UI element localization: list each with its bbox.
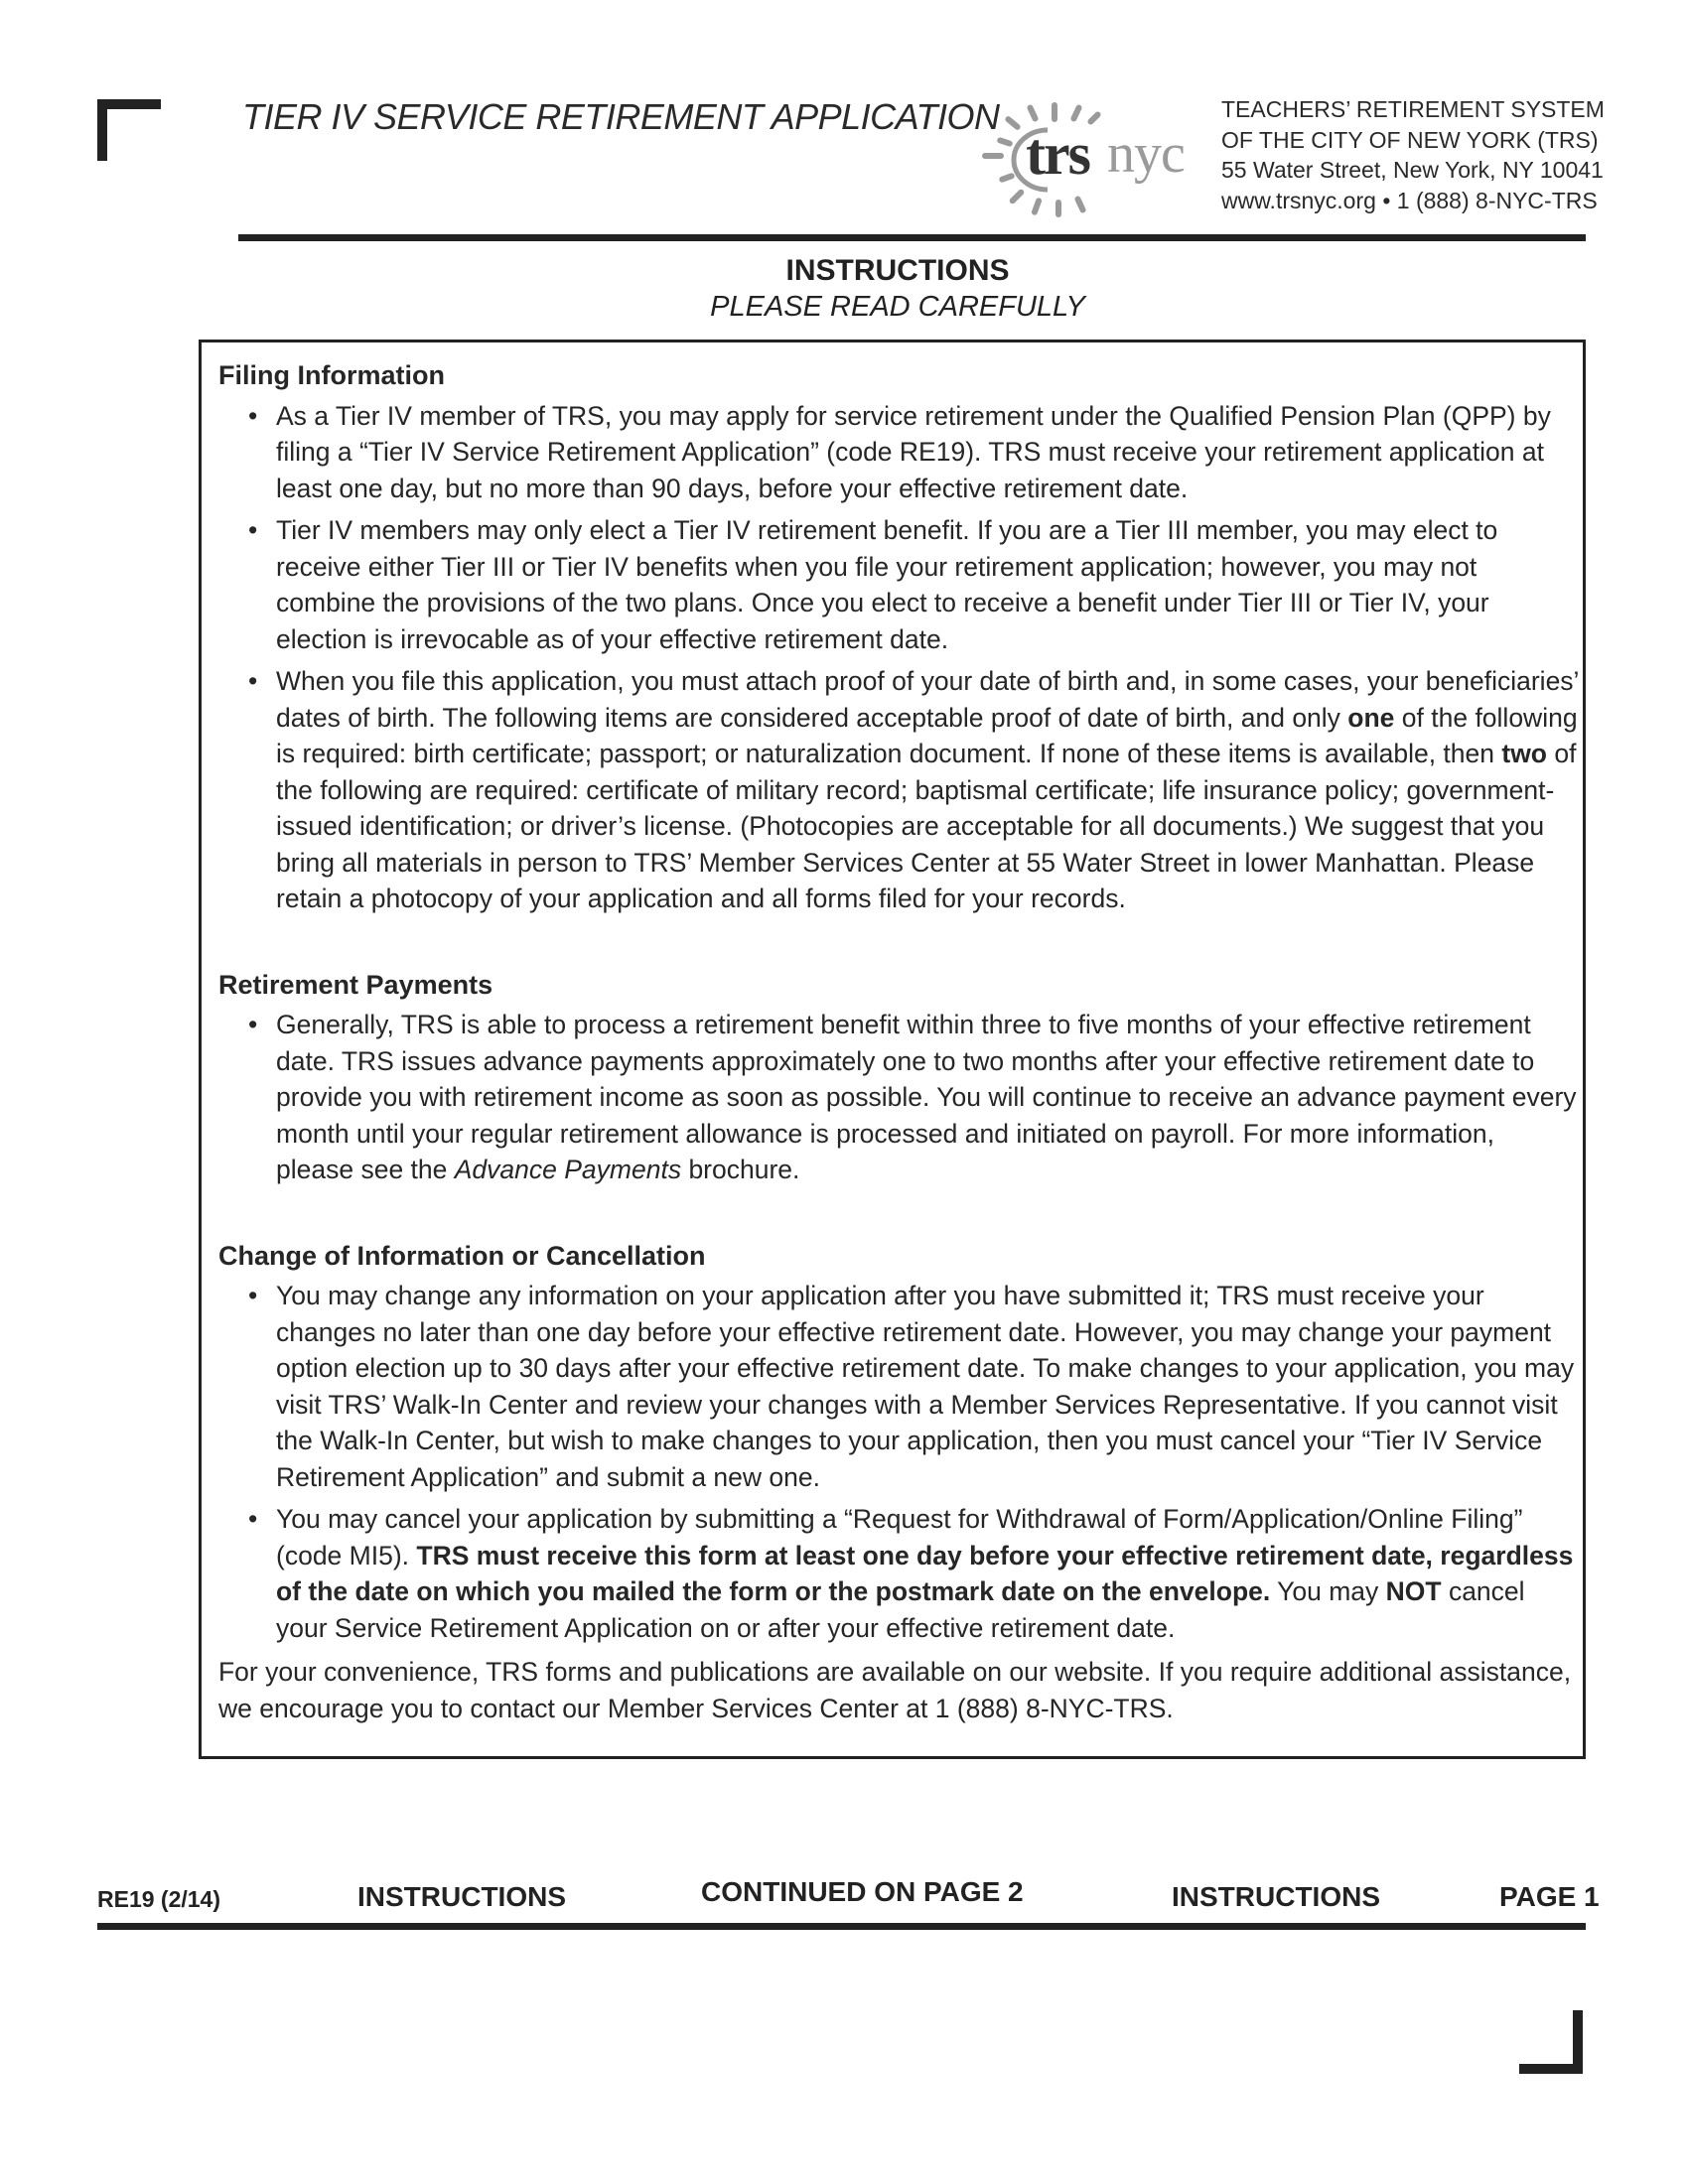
form-title: TIER IV SERVICE RETIREMENT APPLICATION [242,96,1000,137]
list-item [218,512,1579,657]
payments-bullet-list [218,1007,1579,1188]
footer-instructions-left: INSTRUCTIONS [357,1881,566,1912]
bold-text: one [1347,702,1395,733]
bullet-text: of the following is required: birth certificate; passport; or naturalization document. If none of these items is available, then [276,702,1578,768]
corner-mark-bottom-right [1519,2010,1583,2074]
list-item [218,663,1579,917]
org-address-line: 55 Water Street, New York, NY 10041 [1221,157,1604,183]
bullet-text: Generally, TRS is able to process a retirement benefit within three to five months of your effective retirement date. TRS issues advance payments approximately one to two months after your effective retirement date to provide you with retirement income as soon as possible. You will continue to receive an advance payment every month until your regular retirement allowance is processed and initiated on payroll. For more information, please see the [276,1010,1577,1184]
footer-instructions-right: INSTRUCTIONS [1172,1881,1380,1912]
header-rule [238,234,1586,241]
section-title-change: Change of Information or Cancellation [218,1240,706,1271]
section-title-payments: Retirement Payments [218,969,493,1000]
form-code: RE19 (2/14) [97,1886,221,1912]
bold-text: two [1501,739,1547,768]
list-item [218,1501,1579,1646]
footer-continued: CONTINUED ON PAGE 2 [701,1876,1024,1907]
change-bullet-list [218,1278,1579,1646]
logo-text-trs: trs [1026,121,1089,187]
bullet-text: Tier IV members may only elect a Tier IV retirement benefit. If you are a Tier III member, you may elect to receive either Tier III or Tier IV benefits when you file your retirement application; however, you may not combine the provisions of the two plans. Once you elect to receive a benefit under Tier III or Tier IV, your election is irrevocable as of your effective retirement date. [276,515,1498,654]
footer-rule [97,1923,1586,1930]
section-title-filing: Filing Information [218,360,445,390]
bullet-text: You may change any information on your application after you have submitted it; TRS must receive your changes no later than one day before your effective retirement date. However, you may change your payment option election up to 30 days after your effective retirement date. To make changes to your application, you may visit TRS’ Walk-In Center and review your changes with a Member Services Representative. If you cannot visit the Walk-In Center, but wish to make changes to your application, then you must cancel your “Tier IV Service Retirement Application” and submit a new one. [276,1281,1575,1492]
bullet-text: of the following are required: certificate of military record; baptismal certificate; life insurance policy; government-issued identification; or driver’s license. (Photocopies are acceptable for all documents.) We suggest that you bring all materials in person to TRS’ Member Services Center at 55 Water Street in lower Manhattan. Please retain a photocopy of your application and all forms filed for your records. [276,739,1577,913]
bullet-text: As a Tier IV member of TRS, you may apply for service retirement under the Qualified Pension Plan (QPP) by filing a “Tier IV Service Retirement Application” (code RE19). TRS must receive your retirement application at least one day, but no more than 90 days, before your effective retirement date. [276,400,1551,503]
org-contact-line: www.trsnyc.org • 1 (888) 8-NYC-TRS [1221,187,1598,213]
org-line: OF THE CITY OF NEW YORK (TRS) [1221,126,1599,153]
list-item [218,398,1579,507]
instructions-subheading: PLEASE READ CAREFULLY [710,291,1085,323]
bullet-text: You may cancel your application by submitting a “Request for Withdrawal of Form/Application/Online Filing” (code MI5). [276,1504,1523,1570]
closing-paragraph: For your convenience, TRS forms and publications are available on our website. If you require additional assistance, we encourage you to contact our Member Services Center at 1 (888) 8-NYC-TRS. [218,1657,1572,1723]
organization-address-block [1221,94,1605,215]
bold-text: NOT [1385,1576,1442,1606]
bold-text: TRS must receive this form at least one day before your effective retirement date, regardless of the date on which you mailed the form or the postmark date on the envelope. [276,1540,1574,1606]
italic-text: Advance Payments [454,1155,682,1184]
page-number: PAGE 1 [1499,1881,1600,1912]
instructions-heading: INSTRUCTIONS [785,254,1010,287]
org-line: TEACHERS’ RETIREMENT SYSTEM [1221,96,1605,122]
list-item [218,1007,1579,1188]
trs-nyc-logo [978,94,1216,223]
bullet-text: cancel your Service Retirement Application on or after your effective retirement date. [276,1576,1525,1643]
logo-text-nyc: nyc [1107,123,1185,185]
bullet-text: When you file this application, you must attach proof of your date of birth and, in some cases, your beneficiaries’ dates of birth. The following items are considered acceptable proof of date of birth, and only [276,666,1579,733]
corner-mark-top-left [97,99,161,161]
bullet-text: brochure. [681,1155,800,1184]
filing-bullet-list [218,398,1579,917]
instructions-content [218,357,1579,1753]
list-item [218,1278,1579,1495]
bullet-text: You may [1270,1576,1386,1606]
